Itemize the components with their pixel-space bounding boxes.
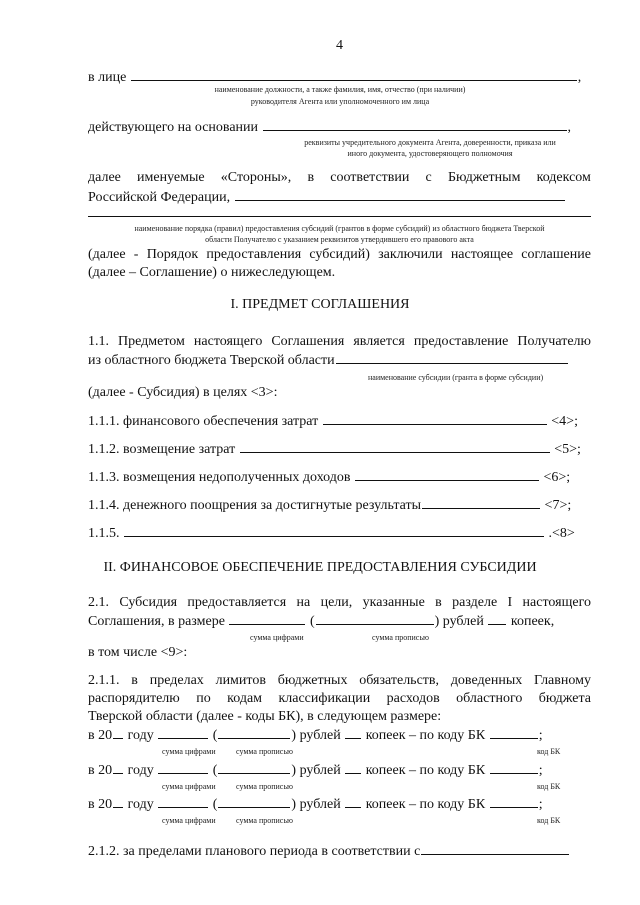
year-blank[interactable] [113, 796, 123, 808]
word: предоставления [206, 247, 302, 262]
kbk-blank[interactable] [490, 762, 538, 774]
budget-label: из областного бюджета Тверской области [88, 353, 335, 368]
purpose-blank[interactable] [124, 525, 544, 537]
kbk-label: копеек – по коду БК [365, 763, 486, 778]
note-kbk: код БК [537, 747, 561, 756]
purposes-line: (далее - Субсидия) в целях <3>: [88, 385, 278, 400]
note-order-act: области Получателю с указанием реквизитов утвердившего его правового акта [205, 235, 474, 244]
word: в [131, 673, 138, 688]
amount-line-2 [88, 613, 554, 630]
kbk-label: копеек – по коду БК [365, 728, 486, 743]
kopecks-blank[interactable] [345, 727, 361, 739]
note-order-name: наименование порядка (правил) предоставления субсидий (грантов в форме субсидий) из областного бюджета Тверской [134, 224, 545, 233]
word: цели, [320, 595, 353, 610]
section-1-title: I. ПРЕДМЕТ СОГЛАШЕНИЯ [230, 297, 410, 312]
footnote-ref: <4>; [551, 414, 578, 429]
purpose-label: 1.1.5. [88, 526, 120, 541]
footnote-ref: <6>; [543, 470, 571, 485]
representative-name-blank[interactable] [131, 69, 577, 81]
word: Порядок [146, 247, 199, 262]
order-name-blank[interactable] [235, 189, 565, 201]
order-name-blank-2[interactable] [88, 216, 591, 217]
kbk-blank[interactable] [490, 727, 538, 739]
kbk-blank[interactable] [490, 796, 538, 808]
word: Бюджетным [447, 170, 521, 185]
semicolon: ; [538, 763, 543, 778]
paren-open: ( [212, 728, 218, 743]
paren-open: ( [309, 614, 315, 629]
purpose-blank[interactable] [240, 441, 550, 453]
word: соответствии [330, 170, 410, 185]
word: «Стороны», [220, 170, 292, 185]
word: Получателю [517, 334, 591, 349]
limits-line-2 [88, 691, 591, 707]
purpose-label: 1.1.3. возмещения недополученных доходов [88, 470, 351, 485]
purpose-blank[interactable] [355, 469, 539, 481]
word: Субсидия [119, 595, 178, 610]
rubles-label: ) рублей [291, 797, 341, 812]
year-row-1 [88, 727, 543, 744]
kbk-label: копеек – по коду БК [365, 797, 486, 812]
including-line: в том числе <9>: [88, 645, 188, 660]
word: кодексом [536, 170, 591, 185]
purpose-blank[interactable] [323, 413, 547, 425]
word: бюджета [538, 691, 591, 706]
word: разделе [452, 595, 498, 610]
word: кодам [227, 691, 263, 706]
paren-open: ( [212, 763, 218, 778]
note-sum-words: сумма прописью [372, 633, 429, 642]
subsidy-name-blank[interactable] [336, 352, 568, 364]
beyond-period-line [88, 843, 570, 860]
beyond-period-blank[interactable] [421, 843, 569, 855]
note-kbk: код БК [537, 782, 561, 791]
year-row-2 [88, 762, 543, 779]
purpose-item-3 [88, 469, 570, 486]
rubles-label: ) рублей [291, 763, 341, 778]
purpose-label: 1.1.1. финансового обеспечения затрат [88, 414, 319, 429]
kopecks-blank[interactable] [345, 762, 361, 774]
note-subsidy-name: наименование субсидии (гранта в форме субсидии) [368, 373, 544, 382]
word: пределах [149, 673, 204, 688]
rubles-label: ) рублей [434, 614, 484, 629]
word: расходов [386, 691, 440, 706]
word: предоставление [413, 334, 509, 349]
note-sum-digits: сумма цифрами [250, 633, 304, 642]
year-label: году [127, 728, 154, 743]
amount-label: Соглашения, в размере [88, 614, 225, 629]
purpose-item-4 [88, 497, 571, 514]
word: настоящего [522, 595, 591, 610]
sum-words-blank[interactable] [218, 727, 290, 739]
word: указанные [362, 595, 425, 610]
word: является [353, 334, 405, 349]
basis-document-blank[interactable] [263, 119, 567, 131]
word: доведенных [450, 673, 523, 688]
purpose-item-2 [88, 441, 581, 458]
word: бюджетных [277, 673, 348, 688]
word: 2.1.1. [88, 673, 120, 688]
purpose-blank[interactable] [422, 497, 540, 509]
parties-line-1 [88, 170, 591, 186]
page-number: 4 [336, 38, 343, 53]
note-sum-digits: сумма цифрами [162, 747, 216, 756]
in-person-label: в лице [88, 70, 127, 85]
word: областного [456, 691, 523, 706]
acting-basis-label: действующего на основании [88, 120, 259, 135]
word: I [507, 595, 513, 610]
purpose-item-1 [88, 413, 578, 430]
concluded-line-2: (далее – Соглашение) о нижеследующем. [88, 265, 336, 280]
year-blank[interactable] [113, 762, 123, 774]
word: в [307, 170, 315, 185]
note-basis-document: реквизиты учредительного документа Агента, доверенности, приказа или [304, 138, 556, 147]
note-representative-name: наименование должности, а также фамилия, имя, отчество (при наличии) [214, 85, 466, 94]
purpose-label: 1.1.2. возмещение затрат [88, 442, 236, 457]
note-sum-digits: сумма цифрами [162, 816, 216, 825]
paren-open: ( [212, 797, 218, 812]
year-row-3 [88, 796, 543, 813]
word: предоставляется [187, 595, 287, 610]
kopecks-blank[interactable] [345, 796, 361, 808]
limits-line-3: Тверской области (далее - коды БК), в следующем размере: [88, 709, 442, 724]
word: 1.1. [88, 334, 109, 349]
section-2-title: II. ФИНАНСОВОЕ ОБЕСПЕЧЕНИЕ ПРЕДОСТАВЛЕНИЯ СУБСИДИИ [103, 560, 537, 575]
acting-basis-line [88, 119, 571, 136]
word: Главному [534, 673, 591, 688]
subject-line-2 [88, 352, 569, 369]
word: 2.1. [88, 595, 109, 610]
comma: , [567, 120, 572, 135]
subject-line-1 [88, 334, 591, 350]
word: субсидий) [309, 247, 370, 262]
word: обязательств, [359, 673, 440, 688]
year-blank[interactable] [113, 727, 123, 739]
note-basis-authority: иного документа, удостоверяющего полномочия [347, 149, 513, 158]
purpose-label: 1.1.4. денежного поощрения за достигнутые результаты [88, 498, 422, 513]
word: по [196, 691, 211, 706]
year-label: году [127, 797, 154, 812]
footnote-ref: <7>; [544, 498, 572, 513]
purpose-item-5 [88, 525, 575, 542]
word: соглашение [521, 247, 591, 262]
word: с [425, 170, 432, 185]
word: настоящего [193, 334, 263, 349]
sum-words-blank[interactable] [316, 613, 434, 625]
word: далее [88, 170, 121, 185]
kopecks-blank[interactable] [488, 613, 506, 625]
note-representative-title: руководителя Агента или уполномоченного им лица [250, 97, 430, 106]
sum-words-blank[interactable] [218, 796, 290, 808]
word: классификации [278, 691, 371, 706]
sum-digits-blank[interactable] [229, 613, 305, 625]
sum-digits-blank[interactable] [158, 727, 208, 739]
sum-words-blank[interactable] [218, 762, 290, 774]
parties-line-2 [88, 189, 566, 206]
sum-digits-blank[interactable] [158, 762, 208, 774]
sum-digits-blank[interactable] [158, 796, 208, 808]
word: именуемые [137, 170, 205, 185]
semicolon: ; [538, 728, 543, 743]
amount-line-1 [88, 595, 591, 611]
note-sum-words: сумма прописью [236, 782, 293, 791]
word: в [435, 595, 442, 610]
beyond-period-label: 2.1.2. за пределами планового периода в соответствии с [88, 844, 421, 859]
word: Соглашения [271, 334, 345, 349]
comma: , [577, 70, 582, 85]
year-prefix: в 20 [88, 728, 113, 743]
word: Предметом [118, 334, 185, 349]
note-sum-words: сумма прописью [236, 816, 293, 825]
word: на [296, 595, 311, 610]
word: настоящее [450, 247, 514, 262]
note-sum-digits: сумма цифрами [162, 782, 216, 791]
word: - [133, 247, 139, 262]
note-kbk: код БК [537, 816, 561, 825]
semicolon: ; [538, 797, 543, 812]
word: заключили [378, 247, 443, 262]
kopecks-label: копеек, [510, 614, 555, 629]
footnote-ref: <5>; [554, 442, 581, 457]
concluded-line-1 [88, 247, 591, 263]
russian-federation-label: Российской Федерации, [88, 190, 231, 205]
word: (далее [88, 247, 126, 262]
word: лимитов [215, 673, 266, 688]
footnote-ref: .<8> [548, 526, 575, 541]
rubles-label: ) рублей [291, 728, 341, 743]
year-prefix: в 20 [88, 763, 113, 778]
year-label: году [127, 763, 154, 778]
limits-line-1 [88, 673, 591, 689]
year-prefix: в 20 [88, 797, 113, 812]
note-sum-words: сумма прописью [236, 747, 293, 756]
in-person-line [88, 69, 581, 86]
word: распорядителю [88, 691, 180, 706]
